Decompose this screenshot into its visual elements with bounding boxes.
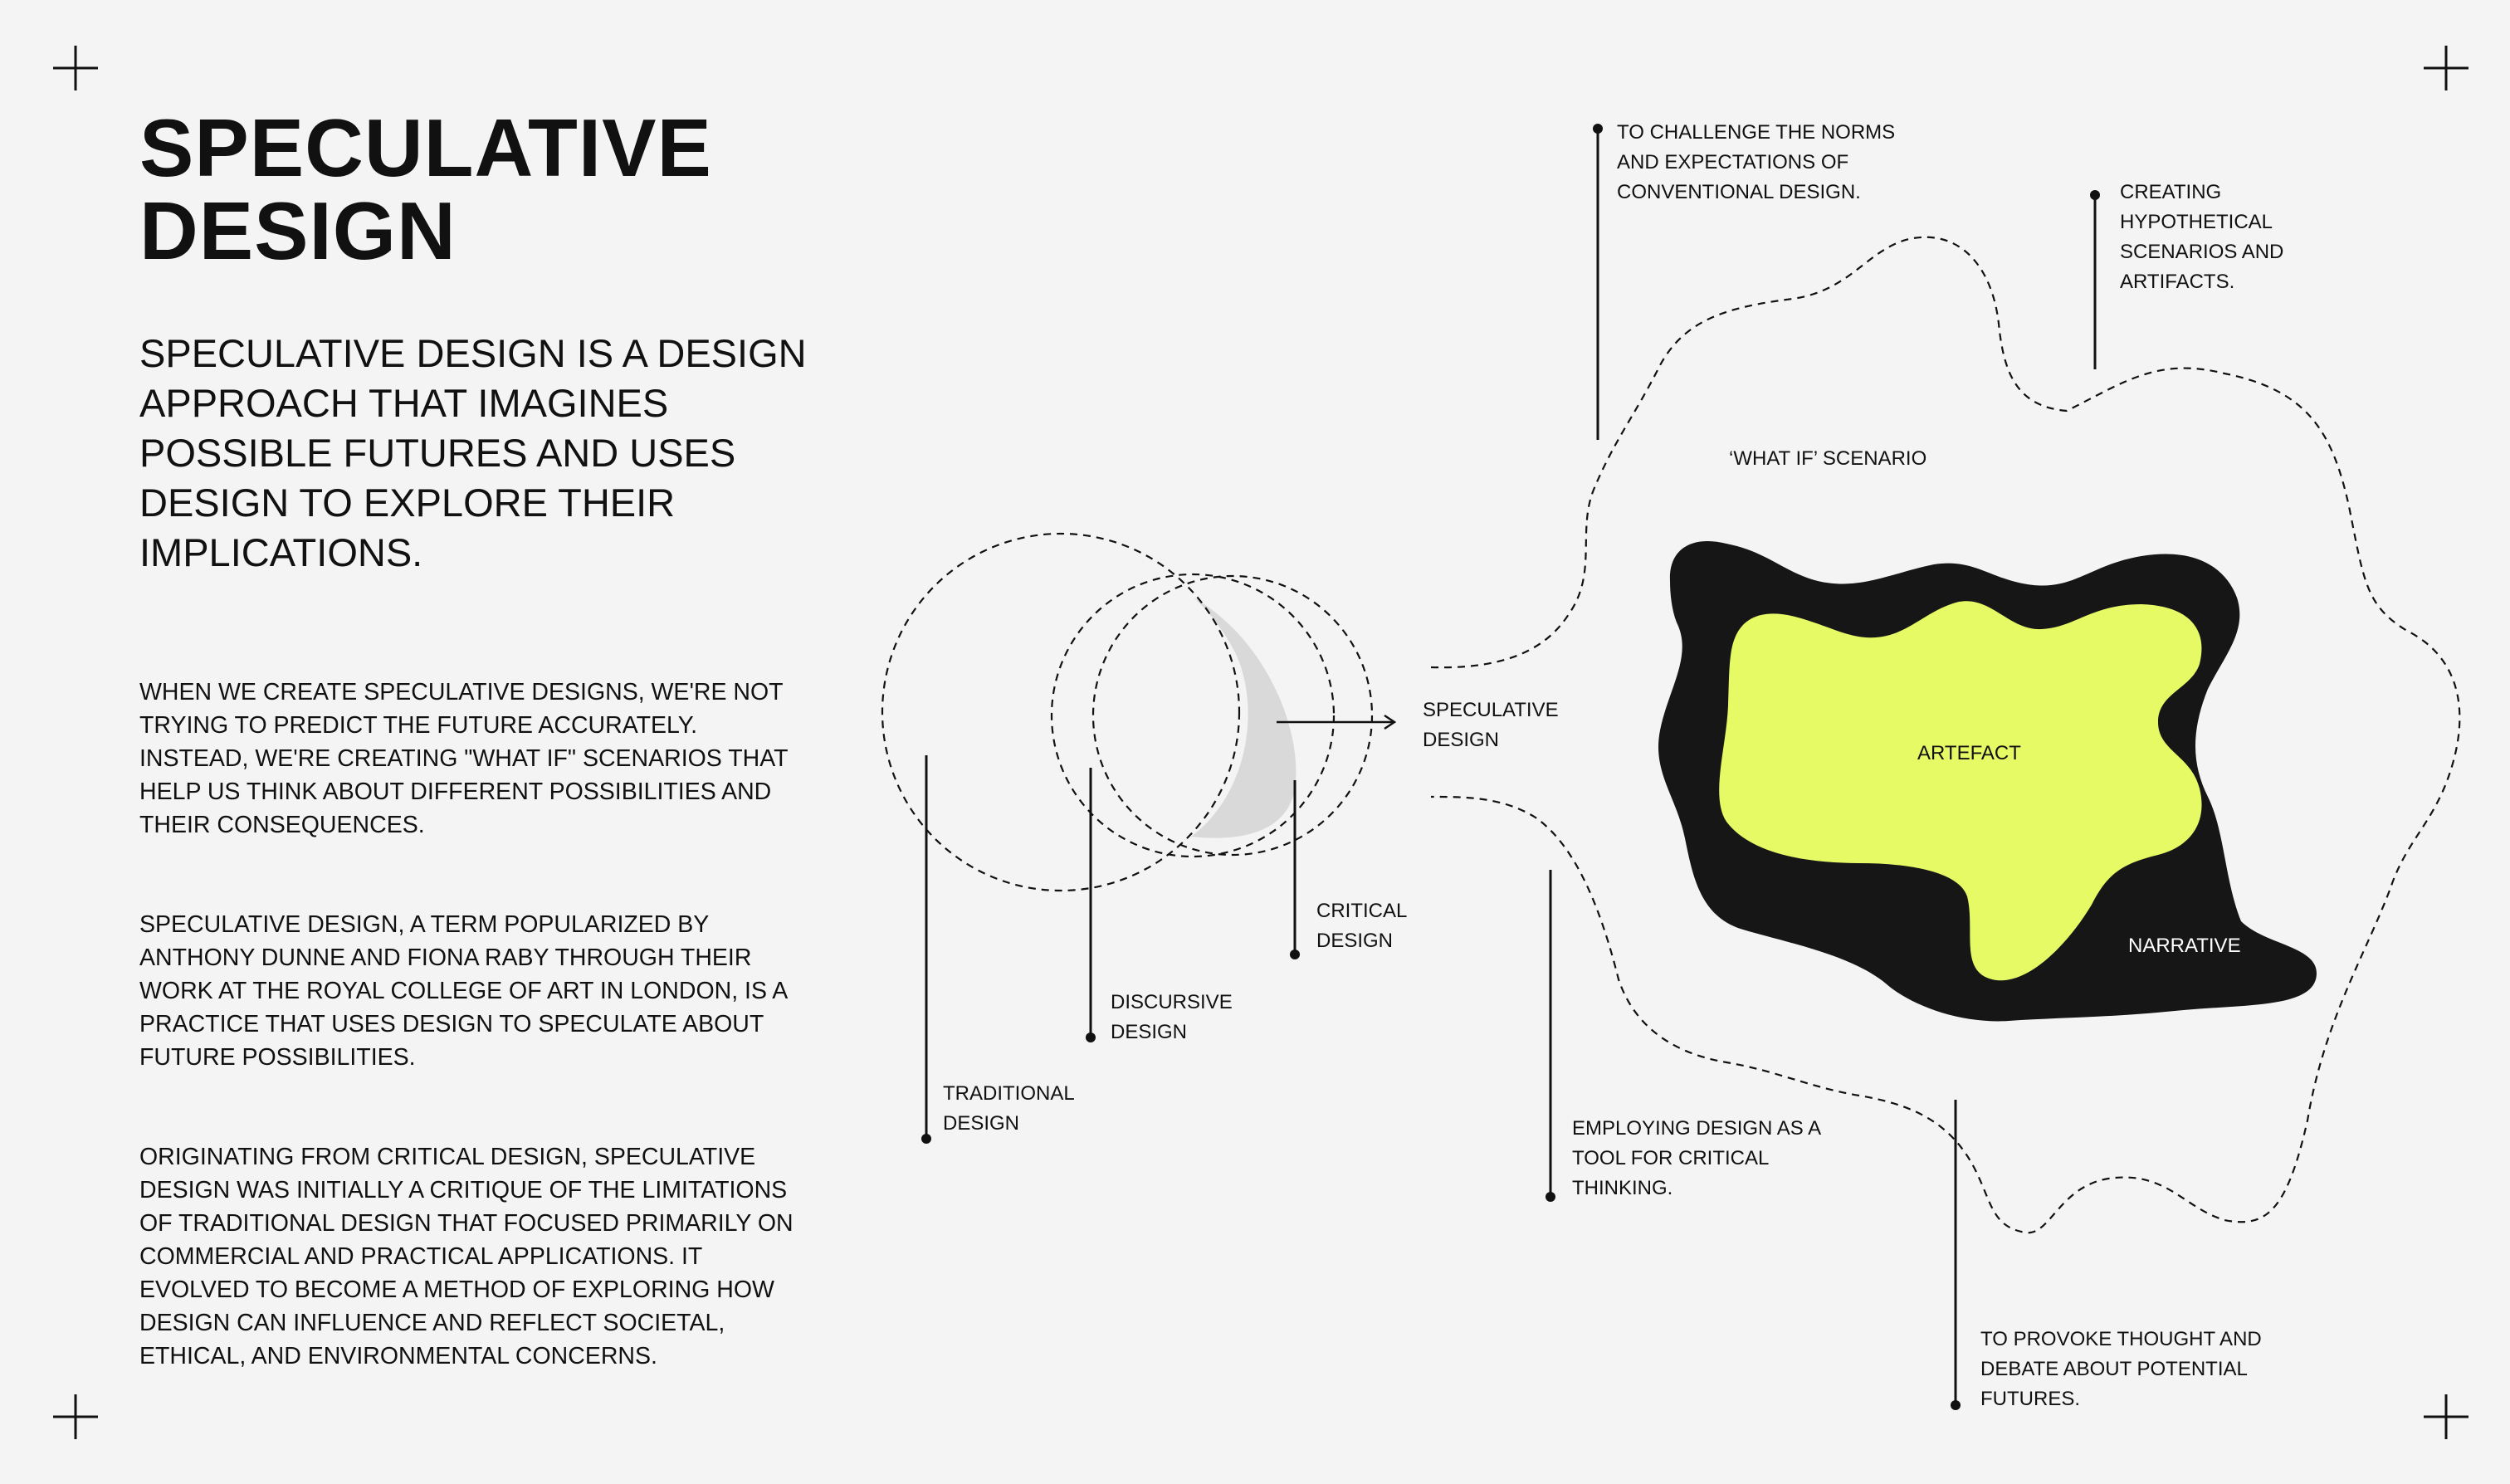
corner-mark-top-left xyxy=(53,46,98,90)
provoke-dot xyxy=(1951,1400,1961,1410)
corner-mark-bottom-left xyxy=(53,1394,98,1439)
artefact-label: ARTEFACT xyxy=(1917,742,2021,764)
discursive-design-circle xyxy=(1052,574,1334,857)
speculative-crescent xyxy=(1191,598,1296,838)
body-paragraph-1: WHEN WE CREATE SPECULATIVE DESIGNS, WE'RE NOT TRYING TO PREDICT THE FUTURE ACCURATELY. INSTEAD, WE'RE CREATING "WHAT IF" SCENARIOS THAT HELP US THINK ABOUT DIFFERENT POSSIBILITIES AND THEIR CONSEQUENCES. xyxy=(139,679,788,838)
challenge-dot xyxy=(1593,124,1603,134)
callout-challenge-norms: TO CHALLENGE THE NORMS AND EXPECTATIONS OF CONVENTIONAL DESIGN. xyxy=(1617,121,1896,203)
hypothetical-dot xyxy=(2090,190,2100,200)
callout-provoke-thought: TO PROVOKE THOUGHT AND DEBATE ABOUT POTENTIAL FUTURES. xyxy=(1980,1328,2262,1410)
corner-mark-top-right xyxy=(2424,46,2468,90)
critical-thinking-dot xyxy=(1546,1192,1555,1202)
page-title: SPECULATIVE DESIGN xyxy=(139,102,712,276)
lead-statement: SPECULATIVE DESIGN IS A DESIGN APPROACH THAT IMAGINES POSSIBLE FUTURES AND USES DESIGN TO EXPLORE THEIR IMPLICATIONS. xyxy=(139,331,807,574)
speculative-arrow xyxy=(1277,715,1394,729)
speculative-design-label: SPECULATIVE DESIGN xyxy=(1423,699,1559,751)
what-if-scenario-label: ‘WHAT IF’ SCENARIO xyxy=(1729,447,1927,470)
narrative-label: NARRATIVE xyxy=(2128,935,2241,957)
body-paragraph-2: SPECULATIVE DESIGN, A TERM POPULARIZED BY ANTHONY DUNNE AND FIONA RABY THROUGH THEIR WORK AT THE ROYAL COLLEGE OF ART IN LONDON, IS A PRACTICE THAT USES DESIGN TO SPECULATE ABOUT FUTURE POSSIBILITIES. xyxy=(139,911,787,1071)
traditional-design-label: TRADITIONAL DESIGN xyxy=(943,1082,1075,1135)
callout-critical-thinking: EMPLOYING DESIGN AS A TOOL FOR CRITICAL THINKING. xyxy=(1572,1117,1822,1199)
discursive-design-label: DISCURSIVE DESIGN xyxy=(1111,991,1233,1043)
corner-mark-bottom-right xyxy=(2424,1394,2468,1439)
critical-design-label: CRITICAL DESIGN xyxy=(1316,900,1408,952)
critical-dot xyxy=(1290,949,1300,959)
body-paragraph-3: ORIGINATING FROM CRITICAL DESIGN, SPECULATIVE DESIGN WAS INITIALLY A CRITIQUE OF THE LIMITATIONS OF TRADITIONAL DESIGN THAT FOCUSED PRIMARILY ON COMMERCIAL AND PRACTICAL APPLICATIONS. IT EVOLVED TO BECOME A METHOD OF EXPLORING HOW DESIGN CAN INFLUENCE AND REFLECT SOCIETAL, ETHICAL, AND ENVIRONMENTAL CONCERNS. xyxy=(139,1144,794,1369)
traditional-dot xyxy=(921,1134,931,1144)
traditional-design-circle xyxy=(882,534,1239,891)
discursive-dot xyxy=(1086,1032,1096,1042)
callout-hypothetical-scenarios: CREATING HYPOTHETICAL SCENARIOS AND ARTIFACTS. xyxy=(2120,181,2284,293)
